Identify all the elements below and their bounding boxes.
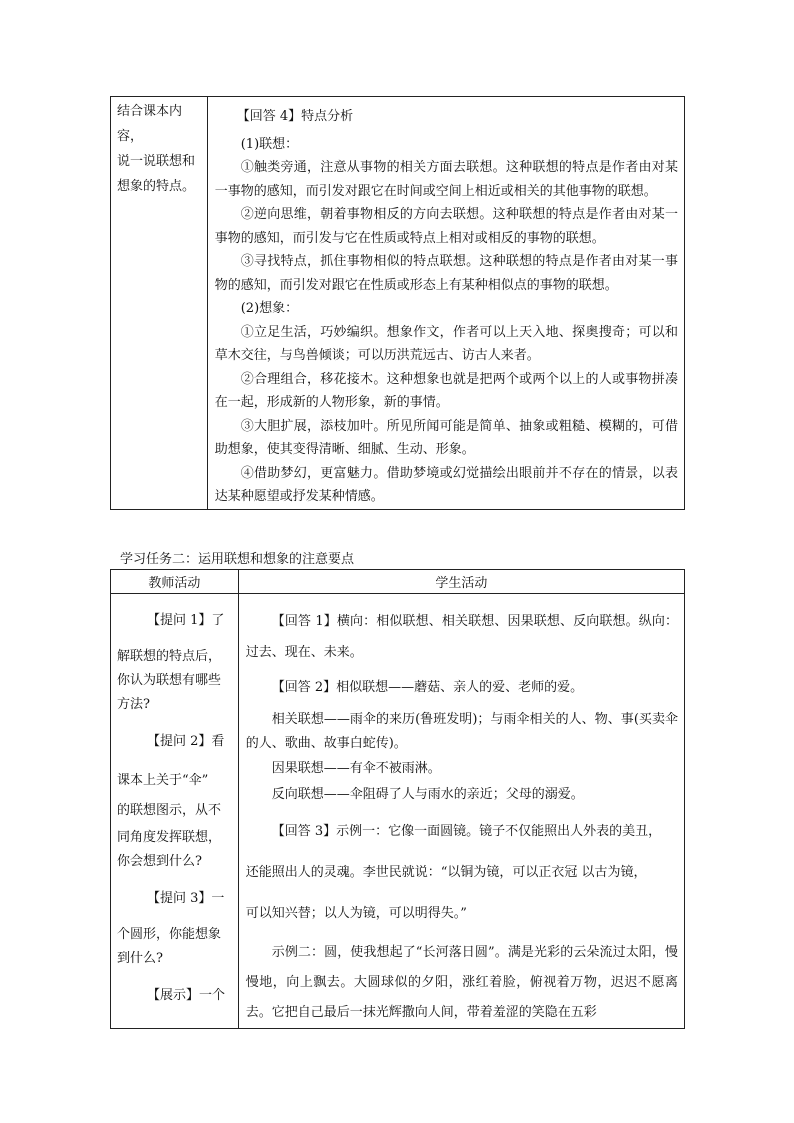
prompt-line: 结合课本内容，	[117, 104, 183, 144]
question3-text: 到什么?	[117, 951, 163, 966]
related-association: 相关联想——雨伞的来历(鲁班发明)；与雨伞相关的人、物、事(买卖伞的人、歌曲、故事白蛇传)。	[245, 712, 678, 751]
question1-text: 方法?	[117, 697, 150, 712]
student-activity-cell	[238, 594, 684, 1029]
example2: 示例二：圆，使我想起了“长河落日圆”。满是光彩的云朵流过太阳，慢慢地，向上飘去。大圆球似的夕阳，涨红着脸，俯视着万物，迟迟不愿离去。它把自己最后一抹光辉撒向人间，带着羞涩的笑隐在五彩	[245, 945, 678, 1020]
teacher-prompt-cell	[111, 97, 208, 510]
question2-text: 课本上关于“伞”	[117, 773, 209, 788]
reverse-association: 反向联想——伞阻碍了人与雨水的亲近；父母的溺爱。	[271, 787, 584, 802]
answer1: 【回答 1】横向：相似联想、相关联想、因果联想、反向联想。纵向：过去、现在、未来。	[245, 614, 678, 660]
causal-association: 因果联想——有伞不被雨淋。	[271, 761, 441, 776]
question1-label: 【提问 1】了	[147, 613, 225, 628]
answer3: 【回答 3】示例一：它像一面圆镜。镜子不仅能照出人外表的美丑，	[271, 824, 662, 839]
header-student: 学生活动	[238, 570, 684, 594]
answer2: 【回答 2】相似联想——蘑菇、亲人的爱、老师的爱。	[271, 680, 584, 695]
answer3-continued: 可以知兴替；以人为镜，可以明得失。”	[245, 906, 467, 921]
student-answer-cell	[207, 97, 684, 510]
question2-text: 你会想到什么?	[117, 854, 202, 869]
imagination-item: ④借助梦幻，更富魅力。借助梦境或幻觉描绘出眼前并不存在的情景，以表达某种愿望或抒发某种情感。	[214, 465, 678, 504]
header-teacher: 教师活动	[111, 570, 239, 594]
question1-text: 解联想的特点后，	[117, 649, 222, 664]
association-item: ③寻找特点，抓住事物相似的特点联想。这种联想的特点是作者由对某一事物的感知，而引发对跟它在性质或形态上有某种相似点的事物的联想。	[214, 254, 678, 293]
imagination-item: ②合理组合，移花接木。这种想象也就是把两个或两个以上的人或事物拼凑在一起，形成新的人物形象，新的事情。	[214, 371, 678, 410]
activity-table	[110, 569, 685, 1029]
question3-text: 个圆形，你能想象	[117, 927, 222, 942]
question2-label: 【提问 2】看	[147, 734, 225, 749]
prompt-line: 想象的特点。	[117, 179, 196, 194]
question1-text: 你认为联想有哪些	[117, 673, 222, 688]
association-item: ②逆向思维，朝着事物相反的方向去联想。这种联想的特点是作者由对某一事物的感知，而引发与它在性质或特点上相对或相反的事物的联想。	[214, 207, 678, 246]
question3-label: 【提问 3】一	[147, 891, 225, 906]
association-item: ①触类旁通，注意从事物的相关方面去联想。这种联想的特点是作者由对某一事物的感知，而引发对跟它在时间或空间上相近或相关的其他事物的联想。	[214, 160, 678, 199]
imagination-item: ③大胆扩展，添枝加叶。所见所闻可能是简单、抽象或粗糙、模糊的，可借助想象，使其变得清晰、细腻、生动、形象。	[214, 418, 678, 457]
answer4-title: 【回答 4】特点分析	[236, 109, 354, 124]
show-label: 【展示】一个	[147, 988, 226, 1003]
prompt-line: 说一说联想和	[117, 154, 196, 169]
task2-title: 学习任务二：运用联想和想象的注意要点	[120, 552, 355, 567]
association-heading: (1)联想：	[240, 136, 299, 152]
question2-text: 同角度发挥联想，	[117, 830, 222, 845]
feature-analysis-table	[110, 96, 685, 510]
imagination-item: ①立足生活，巧妙编织。想象作文，作者可以上天入地、探奥搜奇；可以和草木交往，与鸟兽倾谈；可以历洪荒远古、访古人来者。	[214, 324, 678, 363]
imagination-heading: (2)想象：	[240, 301, 299, 316]
answer3-continued: 还能照出人的灵魂。李世民就说：“以铜为镜，可以正衣冠 以古为镜，	[245, 865, 647, 880]
question2-text: 的联想图示，从不	[117, 803, 222, 818]
teacher-activity-cell	[111, 594, 239, 1029]
